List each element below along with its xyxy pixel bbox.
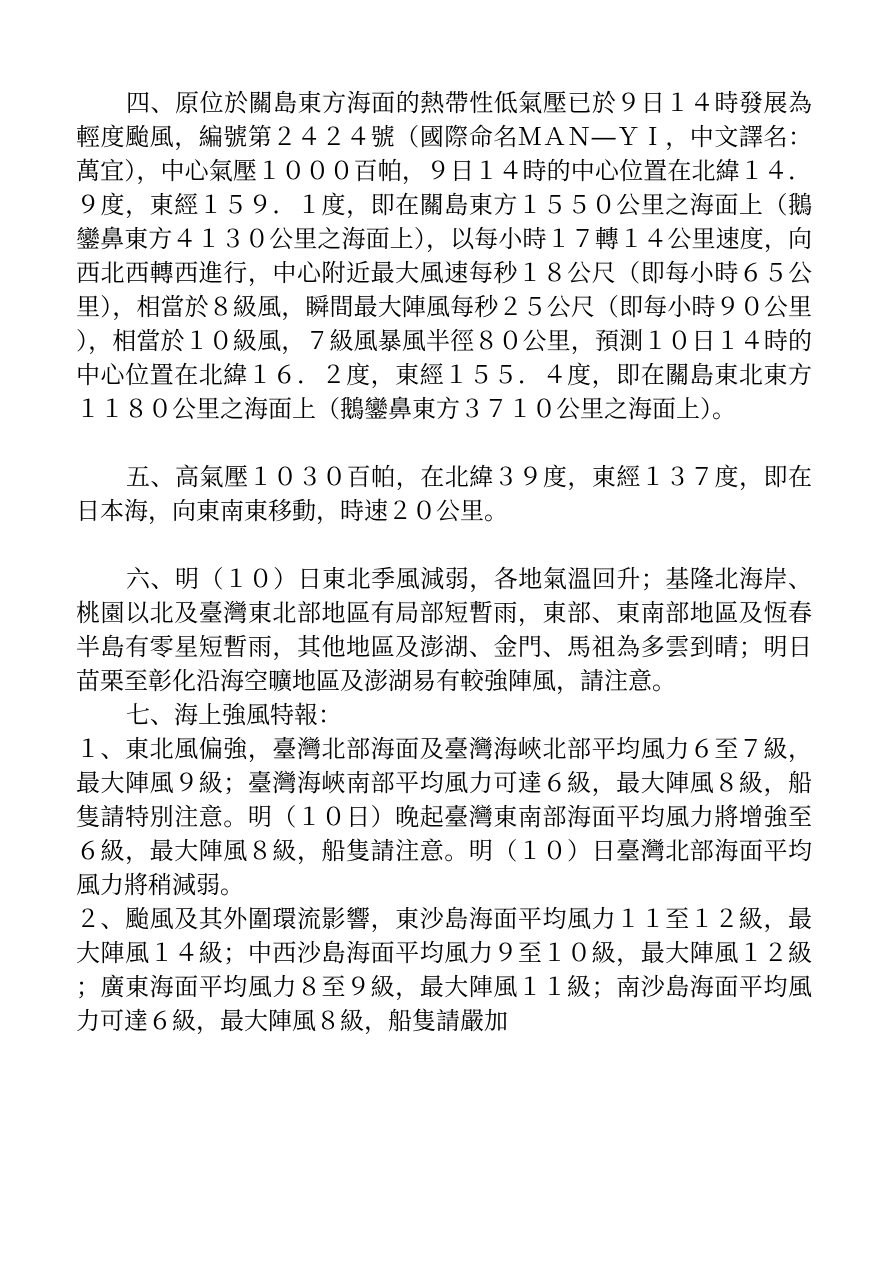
- paragraph-monsoon-forecast: 六、明（１０）日東北季風減弱，各地氣溫回升；基隆北海岸、桃園以北及臺灣東北部地區有局部短暫雨，東部、東南部地區及恆春半島有零星短暫雨，其他地區及澎湖、金門、馬祖為多雲到晴；明日苗栗至彰化沿海空曠地區及澎湖易有較強陣風，請注意。: [76, 565, 812, 695]
- marine-warning-item-1: １、東北風偏強，臺灣北部海面及臺灣海峽北部平均風力６至７級，最大陣風９級；臺灣海峽南部平均風力可達６級，最大陣風８級，船隻請特別注意。明（１０日）晚起臺灣東南部海面平均風力將增強至６級，最大陣風８級，船隻請注意。明（１０）日臺灣北部海面平均風力將稍減弱。: [76, 735, 812, 899]
- paragraph-high-pressure: 五、高氣壓１０３０百帕，在北緯３９度，東經１３７度，即在日本海，向東南東移動，時速２０公里。: [76, 463, 812, 525]
- paragraph-marine-warning-heading: 七、海上強風特報：: [126, 701, 342, 729]
- document-page: [76, 86, 812, 1038]
- marine-warning-item-2: ２、颱風及其外圍環流影響，東沙島海面平均風力１１至１２級，最大陣風１４級；中西沙島海面平均風力９至１０級，最大陣風１２級；廣東海面平均風力８至９級，最大陣風１１級；南沙島海面平均風力可達６級，最大陣風８級，船隻請嚴加: [76, 905, 812, 1035]
- paragraph-typhoon: 四、原位於關島東方海面的熱帶性低氣壓已於９日１４時發展為輕度颱風，編號第２４２４號（國際命名ＭＡＮ―ＹＩ，中文譯名：萬宜），中心氣壓１０００百帕，９日１４時的中心位置在北緯１４．９度，東經１５９．１度，即在關島東方１５５０公里之海面上（鵝鑾鼻東方４１３０公里之海面上），以每小時１７轉１４公里速度，向西北西轉西進行，中心附近最大風速每秒１８公尺（即每小時６５公里），相當於８級風，瞬間最大陣風每秒２５公尺（即每小時９０公里），相當於１０級風，７級風暴風半徑８０公里，預測１０日１４時的中心位置在北緯１６．２度，東經１５５．４度，即在關島東北東方１１８０公里之海面上（鵝鑾鼻東方３７１０公里之海面上）。: [76, 89, 812, 423]
